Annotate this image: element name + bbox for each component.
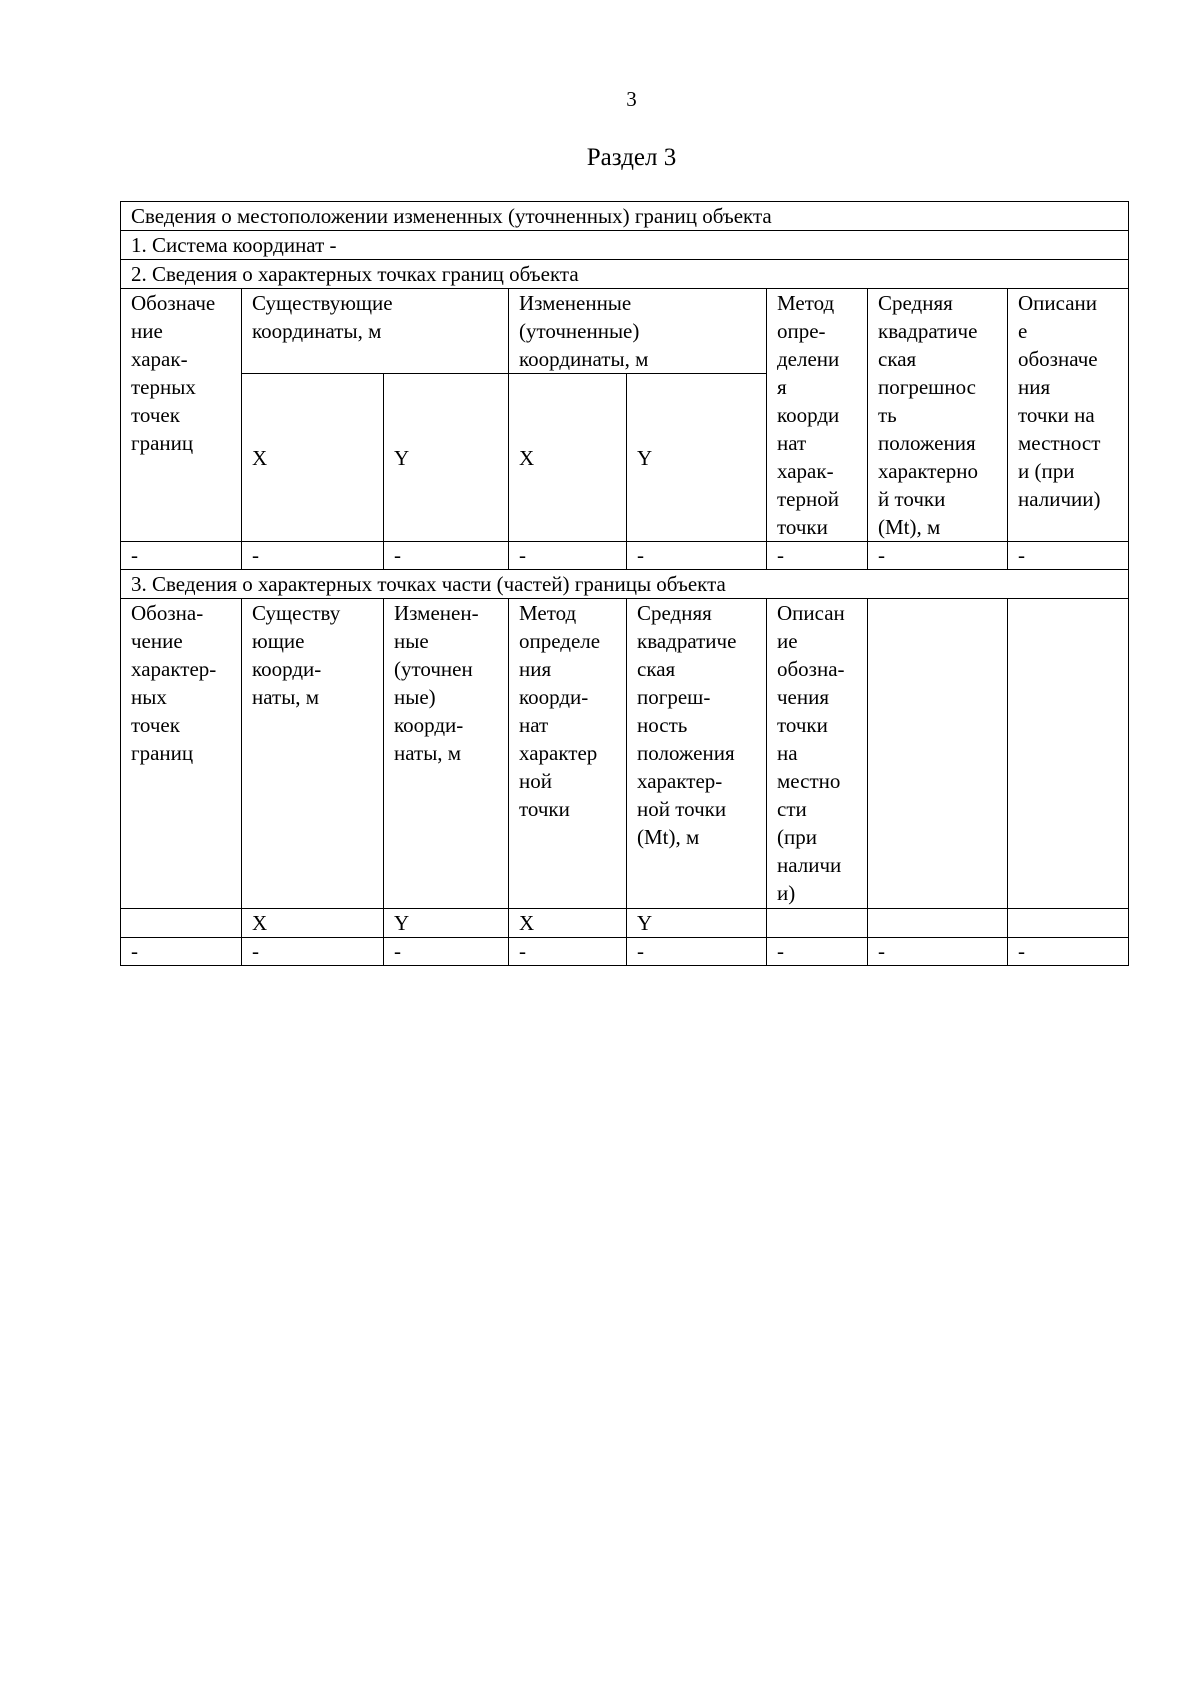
points-header-existing-coords: Существующие координаты, м (242, 289, 509, 374)
parts-header-method: Метод определе ния коорди- нат характер ной точки (509, 599, 627, 909)
parts-axis-existing-x: X (242, 909, 384, 938)
parts-header-changed-coords: Изменен- ные (уточнен ные) коорди- наты, м (384, 599, 509, 909)
points-header-designation: Обозначе ние харак- терных точек границ (121, 289, 242, 542)
parts-value-cell: - (242, 938, 384, 966)
parts-value-cell: - (868, 938, 1008, 966)
table-title-row: Сведения о местоположении измененных (уточненных) границ объекта (121, 202, 1129, 231)
points-value-cell: - (1008, 542, 1129, 570)
parts-header-error: Средняя квадратиче ская погреш- ность положения характер- ной точки (Mt), м (627, 599, 767, 909)
parts-header-designation: Обозна- чение характер- ных точек границ (121, 599, 242, 909)
parts-axis-changed-y: Y (627, 909, 767, 938)
points-header-changed-y: Y (627, 374, 767, 542)
parts-axis-empty-cell (868, 909, 1008, 938)
points-value-cell: - (384, 542, 509, 570)
parts-header-empty-cell (1008, 599, 1129, 909)
parts-value-cell: - (121, 938, 242, 966)
parts-value-cell: - (627, 938, 767, 966)
points-header-error: Средняя квадратиче ская погрешнос ть положения характерно й точки (Mt), м (868, 289, 1008, 542)
points-section-row: 2. Сведения о характерных точках границ объекта (121, 260, 1129, 289)
parts-axis-changed-x: X (509, 909, 627, 938)
parts-value-cell: - (767, 938, 868, 966)
points-value-cell: - (242, 542, 384, 570)
points-value-cell: - (868, 542, 1008, 570)
points-value-cell: - (121, 542, 242, 570)
page-number: 3 (626, 87, 637, 111)
points-value-cell: - (767, 542, 868, 570)
coord-system-row: 1. Система координат - (121, 231, 1129, 260)
parts-axis-empty-cell (121, 909, 242, 938)
parts-value-cell: - (509, 938, 627, 966)
parts-header-existing-coords: Существу ющие коорди- наты, м (242, 599, 384, 909)
parts-axis-empty-cell (767, 909, 868, 938)
points-header-changed-coords: Измененные (уточненные) координаты, м (509, 289, 767, 374)
points-value-cell: - (627, 542, 767, 570)
points-header-existing-x: X (242, 374, 384, 542)
parts-section-row: 3. Сведения о характерных точках части (частей) границы объекта (121, 570, 1129, 599)
section-title: Раздел 3 (586, 144, 677, 171)
points-header-existing-y: Y (384, 374, 509, 542)
parts-axis-existing-y: Y (384, 909, 509, 938)
points-header-method: Метод опре- делени я коорди нат харак- терной точки (767, 289, 868, 542)
points-value-cell: - (509, 542, 627, 570)
boundary-coordinates-table (120, 201, 1129, 966)
parts-axis-empty-cell (1008, 909, 1129, 938)
parts-value-cell: - (384, 938, 509, 966)
parts-header-description: Описан ие обозна- чения точки на местно сти (при наличи и) (767, 599, 868, 909)
points-header-description: Описани е обозначе ния точки на местност и (при наличии) (1008, 289, 1129, 542)
parts-value-cell: - (1008, 938, 1129, 966)
points-header-changed-x: X (509, 374, 627, 542)
parts-header-empty-cell (868, 599, 1008, 909)
